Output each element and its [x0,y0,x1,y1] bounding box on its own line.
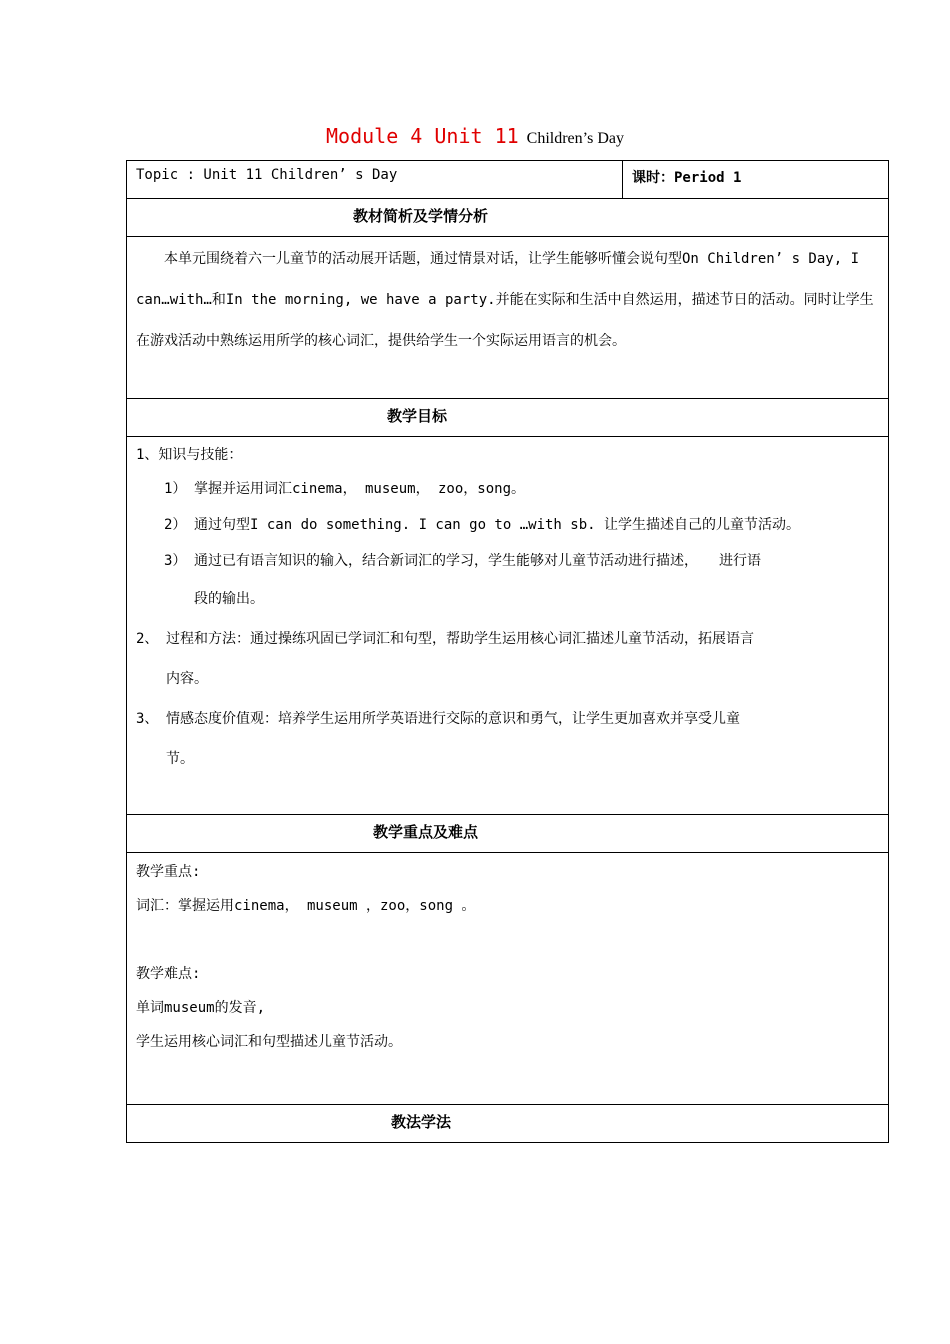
section4-heading-row [127,1105,889,1143]
section2-body [127,437,889,815]
sub-item-3-continued: 段的输出。 [194,591,264,607]
objective-text: 情感态度价值观：培养学生运用所学英语进行交际的意识和勇气，让学生更加喜欢并享受儿童 [166,711,740,727]
sub-item-text: 掌握并运用词汇cinema， museum， zoo，song。 [194,481,526,497]
section2-body-row [127,437,889,815]
sub-item-3 [136,543,879,579]
objective-text: 过程和方法：通过操练巩固已学词汇和句型，帮助学生运用核心词汇描述儿童节活动，拓展语言 [166,631,754,647]
goal-knowledge-skills: 1、知识与技能： [136,447,243,463]
sub-item-2 [136,507,879,543]
sub-item-num: 2） [164,517,187,533]
section3-body [127,853,889,1105]
difficulty-line-2: 学生运用核心词汇和句型描述儿童节活动。 [136,1034,402,1050]
objective-num: 2、 [136,631,159,647]
objective-process-method-continued: 内容。 [166,671,208,687]
section1-heading-row [127,199,889,237]
sub-item-text: 通过已有语言知识的输入，结合新词汇的学习，学生能够对儿童节活动进行描述， 进行语 [194,553,761,569]
lesson-plan-table [126,160,889,1143]
section1-heading: 教材简析及学情分析 [127,199,889,237]
objective-process-method [136,619,879,659]
sub-item-text: 通过句型I can do something. I can go to …with sb. 让学生描述自己的儿童节活动。 [194,517,801,533]
section3-heading: 教学重点及难点 [127,815,889,853]
key-points-text: 词汇：掌握运用cinema， museum ，zoo，song 。 [136,898,476,914]
page-title [0,124,950,148]
section2-heading-row [127,399,889,437]
section3-body-row [127,853,889,1105]
header-row [127,161,889,199]
section4-heading: 教法学法 [127,1105,889,1143]
period-cell: 课时：Period 1 [623,161,889,199]
objective-attitude-values-continued: 节。 [166,751,194,767]
difficulties-label: 教学难点: [136,966,201,982]
section3-heading-row [127,815,889,853]
section1-body [127,237,889,399]
sub-item-num: 1） [164,481,187,497]
sub-item-1 [136,471,879,507]
title-main: Module 4 Unit 11 [326,124,519,148]
topic-cell: Topic : Unit 11 Children’ s Day [127,161,623,199]
difficulty-line-1: 单词museum的发音, [136,1000,266,1016]
intro-paragraph: 本单元围绕着六一儿童节的活动展开话题，通过情景对话，让学生能够听懂会说句型On Children’ s Day, I can…with…和In the morning, we have a party.并能在实际和生活中自然运用，描述节日的活动。同时让学生在游戏活动中熟练运用所学的核心词汇，提供给学生一个实际运用语言的机会。 [136,251,874,349]
sub-item-num: 3） [164,553,187,569]
section1-body-row [127,237,889,399]
section2-heading: 教学目标 [127,399,889,437]
title-sub: Children’s Day [526,130,624,147]
key-points-label: 教学重点: [136,864,201,880]
objective-attitude-values [136,699,879,739]
objective-num: 3、 [136,711,159,727]
